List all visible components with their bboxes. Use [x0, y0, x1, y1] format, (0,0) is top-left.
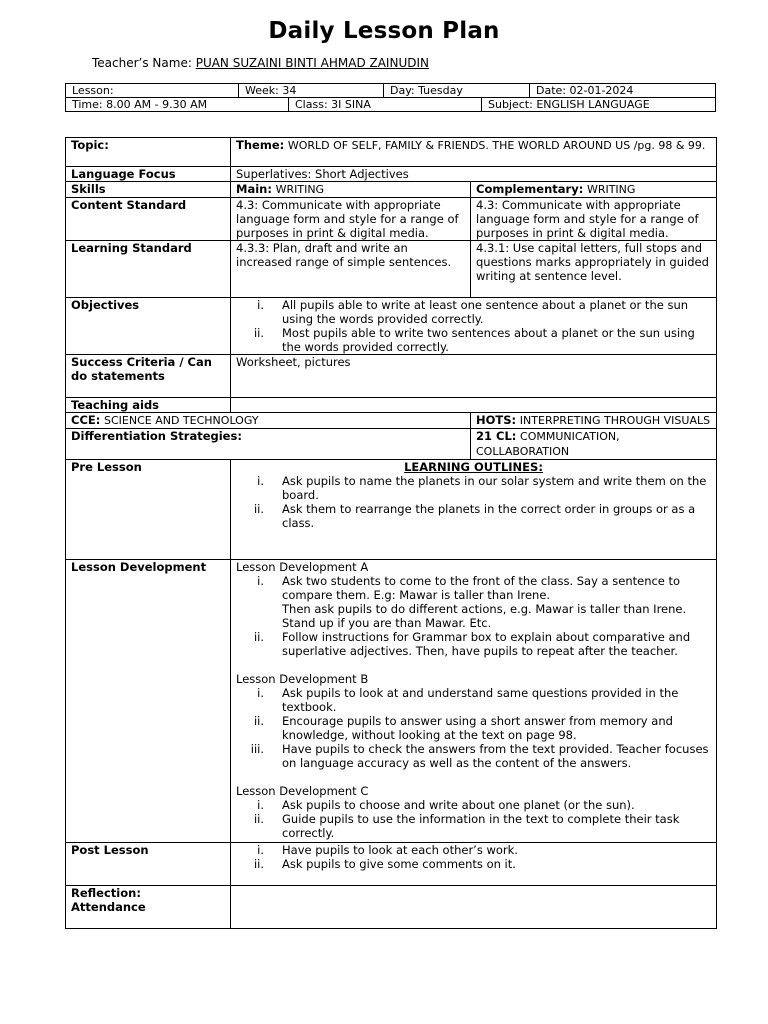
objectives-label: Objectives [66, 298, 231, 355]
cl-value: COMMUNICATION, COLLABORATION [476, 430, 620, 458]
dev-c-title: Lesson Development C [236, 784, 369, 798]
lesson-development-label: Lesson Development [66, 560, 231, 843]
complementary-label: Complementary: [476, 182, 584, 196]
lesson-plan-table [65, 137, 717, 929]
content-standard-main: 4.3: Communicate with appropriate language form and style for a range of purposes in print & digital media. [231, 198, 471, 241]
content-standard-comp: 4.3: Communicate with appropriate language form and style for a range of purposes in print & digital media. [471, 198, 717, 241]
dev-a-list [236, 574, 711, 658]
list-item: i. Ask pupils to name the planets in our solar system and write them on the board. [257, 474, 707, 502]
list-item: ii. Ask them to rearrange the planets in the correct order in groups or as a class. [253, 502, 696, 530]
hots-value: INTERPRETING THROUGH VISUALS [519, 414, 711, 427]
teacher-label: Teacher’s Name: [92, 56, 192, 70]
lesson-info-table [65, 83, 716, 112]
main-value: WRITING [275, 183, 325, 196]
time-field: Time: 8.00 AM - 9.30 AM [72, 98, 208, 111]
differentiation-label: Differentiation Strategies: [66, 429, 471, 460]
learning-standard-label: Learning Standard [66, 241, 231, 298]
teaching-aids-label: Teaching aids [66, 398, 231, 413]
teacher-name: PUAN SUZAINI BINTI AHMAD ZAINUDIN [195, 56, 429, 70]
lesson-field: Lesson: [72, 84, 114, 97]
theme-label: Theme: [236, 138, 285, 152]
content-standard-label: Content Standard [66, 198, 231, 241]
week-field: Week: 34 [245, 84, 297, 97]
date-field: Date: 02-01-2024 [536, 84, 634, 97]
page-title: Daily Lesson Plan [268, 18, 500, 44]
cce-value: SCIENCE AND TECHNOLOGY [104, 414, 259, 427]
cl-label: 21 CL: [476, 429, 517, 443]
cce-cell [66, 413, 471, 429]
dev-b-title: Lesson Development B [236, 672, 369, 686]
skills-main [231, 182, 471, 198]
cl-cell [471, 429, 717, 460]
list-item: i. Ask pupils to look at and understand same questions provided in the textbook. [257, 686, 679, 714]
list-item: Then ask pupils to do different actions, e.g. Mawar is taller than Irene. Stand up if you are than Mawar. Etc. [282, 602, 687, 630]
list-item: ii. Ask pupils to give some comments on it. [253, 857, 516, 871]
theme-cell [231, 138, 717, 167]
hots-label: HOTS: [476, 413, 517, 427]
post-lesson-list [236, 843, 711, 871]
main-label: Main: [236, 182, 272, 196]
skills-label: Skills [66, 182, 231, 198]
pre-lesson-label: Pre Lesson [66, 460, 231, 560]
teaching-aids-value [231, 398, 717, 413]
dev-c-list [236, 798, 711, 840]
list-item: iii. Have pupils to check the answers from the text provided. Teacher focuses on language accuracy as well as the content of the answers. [250, 742, 709, 770]
topic-label: Topic: [66, 138, 231, 167]
list-item: ii. Most pupils able to write two sentences about a planet or the sun using the words provided correctly. [253, 326, 695, 354]
cce-label: CCE: [71, 413, 101, 427]
list-item: i. All pupils able to write at least one sentence about a planet or the sun using the words provided correctly. [257, 298, 689, 326]
objectives-cell [231, 298, 717, 355]
post-lesson-label: Post Lesson [66, 843, 231, 886]
complementary-value: WRITING [586, 183, 636, 196]
learning-standard-main: 4.3.3: Plan, draft and write an increased range of simple sentences. [231, 241, 471, 298]
success-criteria-value: Worksheet, pictures [231, 355, 717, 398]
list-item: ii. Encourage pupils to answer using a short answer from memory and knowledge, without looking at the text on page 98. [253, 714, 673, 742]
skills-complementary [471, 182, 717, 198]
learning-outlines-heading: LEARNING OUTLINES: [404, 460, 543, 474]
list-item: ii. Guide pupils to use the information in the text to complete their task correctly. [253, 812, 680, 840]
reflection-label: Reflection: [71, 886, 141, 900]
pre-lesson-cell [231, 460, 717, 560]
attendance-label: Attendance [71, 900, 146, 914]
teacher-line [92, 56, 429, 70]
reflection-value [231, 886, 717, 929]
hots-cell [471, 413, 717, 429]
lesson-development-cell [231, 560, 717, 843]
pre-lesson-list [236, 474, 711, 530]
dev-a-title: Lesson Development A [236, 560, 369, 574]
list-item: i. Have pupils to look at each other’s work. [257, 843, 518, 857]
learning-standard-comp: 4.3.1: Use capital letters, full stops and questions marks appropriately in guided writing at sentence level. [471, 241, 717, 298]
list-item: i. Ask two students to come to the front of the class. Say a sentence to compare them. E.g: Mawar is taller than Irene. [257, 574, 681, 602]
language-focus-label: Language Focus [66, 167, 231, 182]
subject-field: Subject: ENGLISH LANGUAGE [488, 98, 650, 111]
objectives-list [236, 298, 711, 354]
class-field: Class: 3I SINA [295, 98, 371, 111]
post-lesson-cell [231, 843, 717, 886]
language-focus-value: Superlatives: Short Adjectives [231, 167, 717, 182]
theme-value: WORLD OF SELF, FAMILY & FRIENDS. THE WORLD AROUND US /pg. 98 & 99. [287, 139, 706, 152]
day-field: Day: Tuesday [390, 84, 463, 97]
success-criteria-label: Success Criteria / Can do statements [66, 355, 231, 398]
list-item: i. Ask pupils to choose and write about one planet (or the sun). [257, 798, 635, 812]
list-item: ii. Follow instructions for Grammar box to explain about comparative and superlative adjectives. Then, have pupils to repeat after the teacher. [253, 630, 691, 658]
reflection-cell [66, 886, 231, 929]
dev-b-list [236, 686, 711, 770]
